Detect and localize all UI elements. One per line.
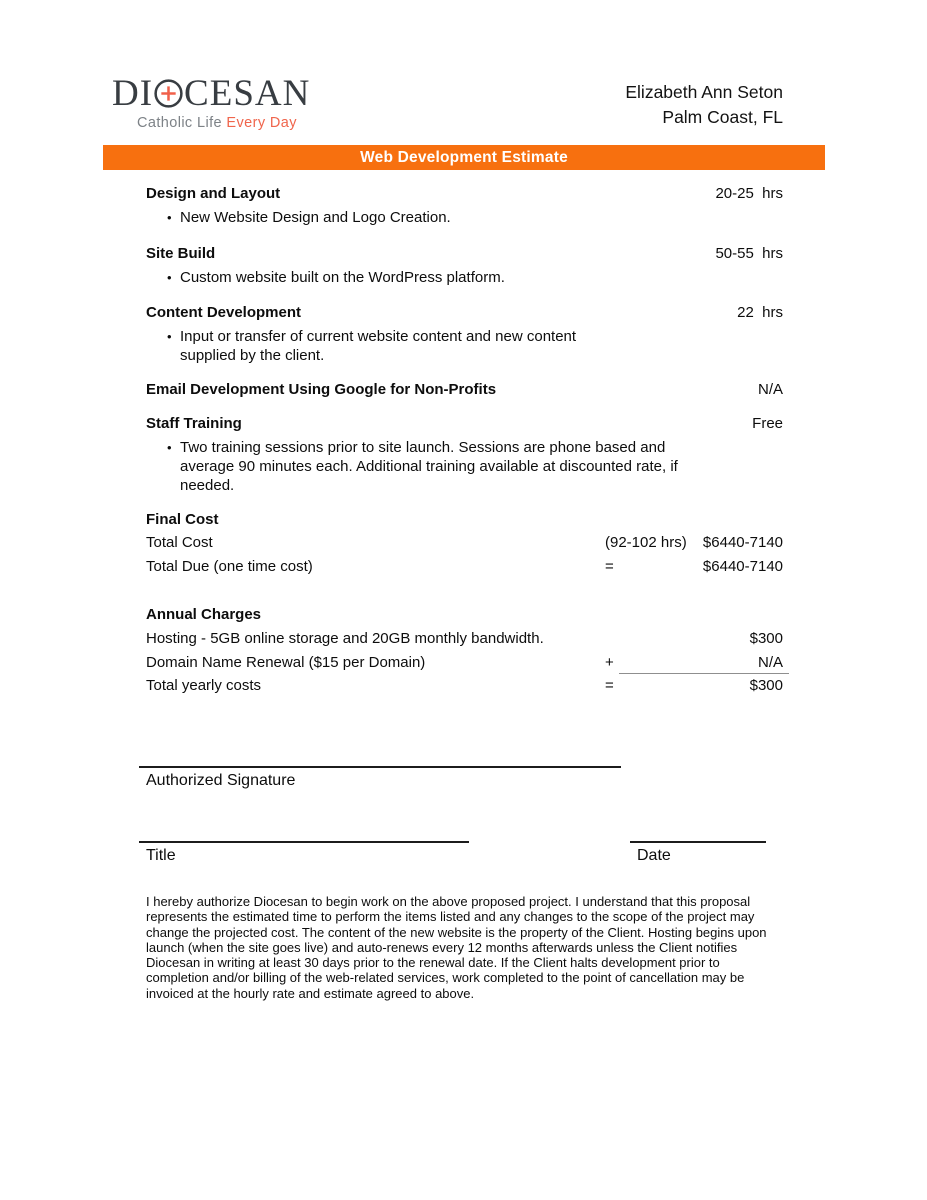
date-signature-line (630, 841, 766, 866)
client-info (625, 76, 783, 130)
cost-row-total-due (146, 557, 783, 576)
cost-operator: = (605, 677, 614, 694)
bullet-item (146, 438, 783, 495)
section-hours: Free (752, 415, 783, 432)
bullet-text: Input or transfer of current website content and new content supplied by the client. (180, 328, 577, 364)
sum-divider-line (619, 673, 789, 674)
cost-value: $300 (749, 677, 783, 694)
estimate-body (146, 184, 783, 695)
date-label: Date (637, 847, 671, 864)
title-signature-line (139, 841, 469, 866)
title-label: Title (146, 847, 176, 864)
diocesan-logo (112, 73, 311, 132)
cost-label: Hosting - 5GB online storage and 20GB monthly bandwidth. (146, 630, 544, 647)
title-date-row (139, 841, 787, 866)
cost-value: $6440-7140 (702, 534, 783, 551)
cross-in-circle-icon (153, 73, 184, 114)
cost-label: Total Cost (146, 534, 213, 551)
logo-text-suffix: CESAN (184, 73, 311, 114)
section-title: Content Development (146, 304, 302, 321)
final-cost-section (146, 510, 783, 576)
cost-row-hosting (146, 629, 783, 648)
signature-spacer (469, 841, 630, 866)
annual-charges-section (146, 605, 783, 695)
section-hours: 50-55 hrs (715, 245, 783, 262)
logo-tagline (112, 115, 310, 132)
logo-wordmark (112, 73, 311, 114)
cost-row-total-yearly (146, 676, 783, 695)
section-heading-row (146, 244, 783, 263)
section-design-and-layout (146, 184, 783, 227)
section-hours: 22 hrs (737, 304, 783, 321)
section-email-development (146, 380, 783, 399)
bullet-icon: • (167, 440, 172, 455)
bullet-item (146, 208, 783, 227)
section-title: Staff Training (146, 415, 242, 432)
bullet-text: Two training sessions prior to site launch. Sessions are phone based and average 90 minutes each. Additional training available at discounted rate, if needed. (180, 439, 678, 494)
bullet-text: New Website Design and Logo Creation. (180, 209, 451, 226)
bullet-item (146, 268, 783, 287)
cost-row-domain-renewal (146, 653, 783, 672)
page-title: Web Development Estimate (360, 149, 568, 166)
cost-operator: + (605, 654, 614, 671)
section-hours: N/A (757, 381, 783, 398)
cost-label: Total Due (one time cost) (146, 558, 313, 575)
cost-value: N/A (757, 654, 783, 671)
section-title: Site Build (146, 245, 216, 262)
final-cost-title: Final Cost (146, 511, 219, 528)
annual-charges-title: Annual Charges (146, 606, 262, 623)
section-title: Email Development Using Google for Non-Profits (146, 381, 497, 398)
cost-value: $6440-7140 (702, 558, 783, 575)
bullet-icon: • (167, 270, 172, 285)
client-name: Elizabeth Ann Seton (625, 82, 783, 102)
client-location: Palm Coast, FL (662, 107, 783, 127)
cost-row-total-cost (146, 533, 783, 552)
bullet-text: Custom website built on the WordPress platform. (180, 269, 505, 286)
cost-operator: (92-102 hrs) (605, 534, 687, 551)
tagline-accent-text: Every Day (226, 115, 297, 131)
section-site-build (146, 244, 783, 287)
cost-label: Domain Name Renewal ($15 per Domain) (146, 654, 426, 671)
signature-block (139, 766, 787, 866)
section-heading-row (146, 414, 783, 433)
authorization-legal-text: I hereby authorize Diocesan to begin work on the above proposed project. I understand that this proposal represents the estimated time to perform the items listed and any changes to the scope of the project may change the projected cost. The content of the new website is the property of the Client. Hosting begins upon launch (when the site goes live) and auto-renews every 12 months afterwards unless the Client notifies Diocesan in writing at least 30 days prior to the renewal date. If the Client halts development prior to completion and/or billing of the web-related services, work completed to the point of cancellation may be invoiced at the hourly rate and estimate agreed to above. (146, 894, 767, 1001)
section-heading-row (146, 184, 783, 203)
masthead (0, 0, 927, 132)
bullet-item (146, 327, 783, 365)
section-content-development (146, 303, 783, 365)
cost-operator: = (605, 558, 614, 575)
logo-text-prefix: DI (112, 73, 154, 114)
section-hours: 20-25 hrs (715, 185, 783, 202)
cost-label: Total yearly costs (146, 677, 262, 694)
section-title: Design and Layout (146, 185, 281, 202)
authorized-signature-label: Authorized Signature (146, 772, 296, 789)
cost-value: $300 (749, 630, 783, 647)
estimate-title-banner (103, 145, 825, 170)
section-heading-row (146, 380, 783, 399)
section-staff-training (146, 414, 783, 495)
bullet-icon: • (167, 329, 172, 344)
section-heading-row (146, 303, 783, 322)
tagline-gray-text: Catholic Life (137, 115, 227, 131)
bullet-icon: • (167, 210, 172, 225)
